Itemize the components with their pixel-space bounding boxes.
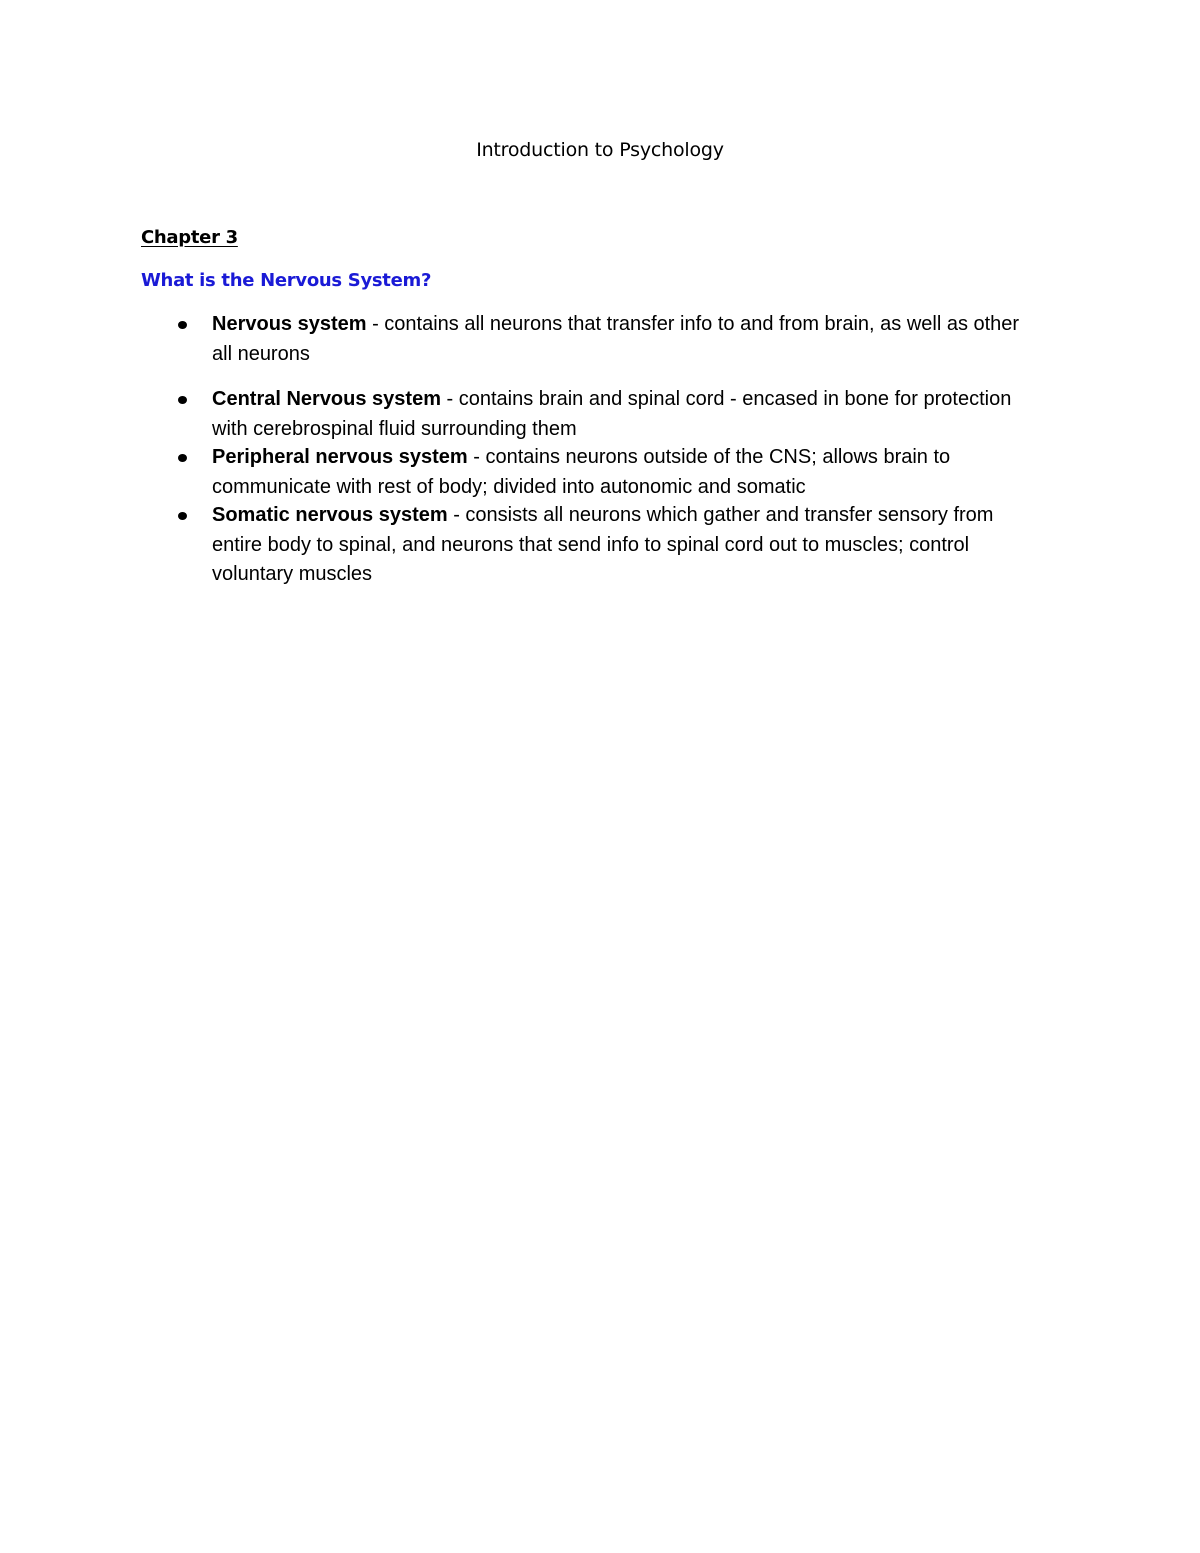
list-item-definition: - contains all neurons that transfer info to and from brain, as well as other all neurons [212,313,1020,365]
list-item-term: Somatic nervous system [212,504,448,526]
chapter-heading: Chapter 3 [141,227,238,248]
list-item [212,443,1042,502]
list-item-definition: - consists all neurons which gather and transfer sensory from entire body to spinal, and neurons that send info to spinal cord out to muscles; control voluntary muscles [212,504,994,585]
bullet-icon [178,396,187,404]
list-item-definition: - contains brain and spinal cord - encased in bone for protection with cerebrospinal fluid surrounding them [212,388,1012,440]
list-item-term: Peripheral nervous system [212,446,468,468]
list-item [212,310,1042,369]
document-title: Introduction to Psychology [476,139,724,161]
list-item-term: Nervous system [212,313,367,335]
bullet-icon [178,454,187,462]
list-item-term: Central Nervous system [212,388,441,410]
bullet-icon [178,512,187,520]
bullet-icon [178,321,187,329]
section-heading: What is the Nervous System? [141,270,432,291]
list-item [212,385,1042,444]
list-item [212,501,1042,590]
list-item-definition: - contains neurons outside of the CNS; allows brain to communicate with rest of body; divided into autonomic and somatic [212,446,951,498]
